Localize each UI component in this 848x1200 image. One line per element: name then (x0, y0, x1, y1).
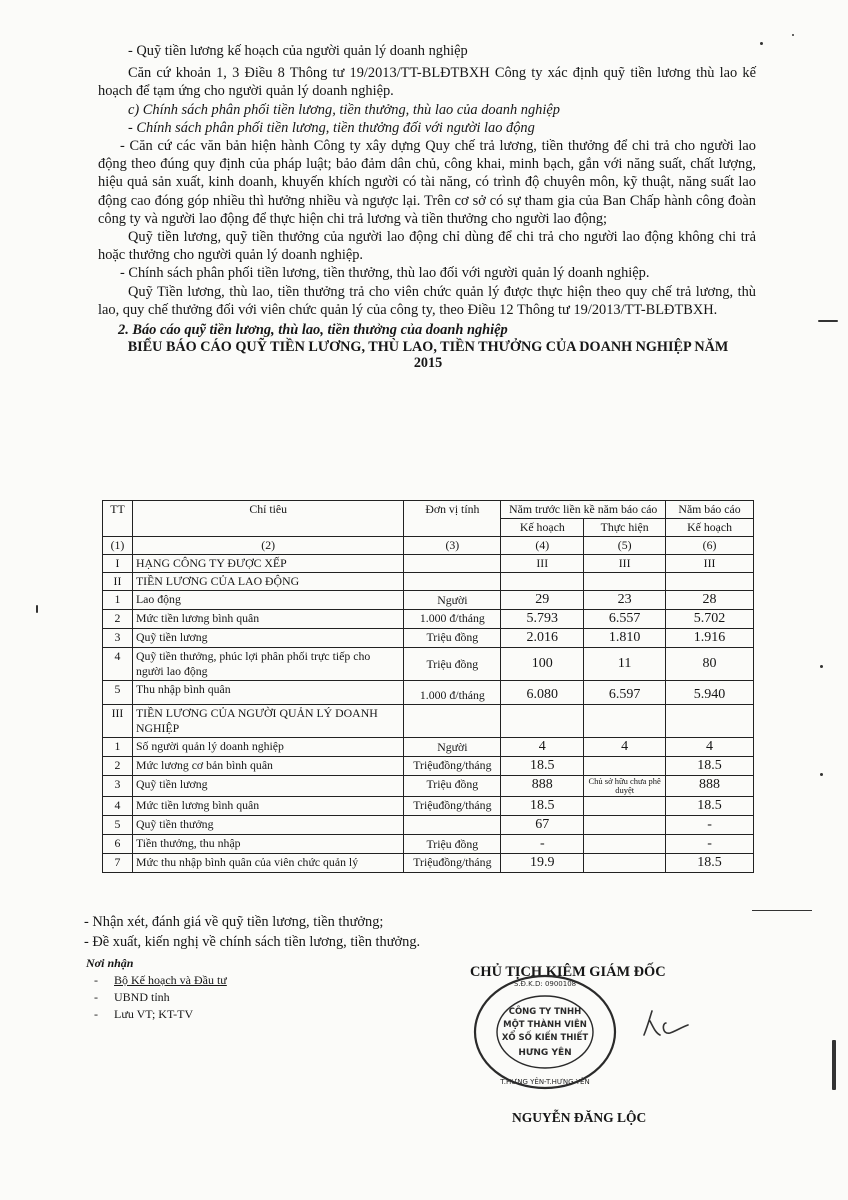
row-label: Mức lương cơ bản bình quân (132, 757, 403, 776)
row-report: 18.5 (666, 757, 754, 776)
row-report (666, 705, 754, 738)
row-label: TIỀN LƯƠNG CỦA LAO ĐỘNG (132, 573, 403, 591)
row-plan: 4 (501, 738, 584, 757)
row-tt: 7 (103, 854, 133, 873)
row-label: Quỹ tiền thưởng, phúc lợi phân phối trực tiếp cho người lao động (132, 648, 403, 681)
row-label: HẠNG CÔNG TY ĐƯỢC XẾP (132, 555, 403, 573)
scan-speck (820, 773, 823, 776)
row-actual: 1.810 (584, 629, 666, 648)
scan-speck (818, 320, 838, 322)
row-unit: 1.000 đ/tháng (404, 610, 501, 629)
row-actual (584, 816, 666, 835)
header-tt: TT (103, 501, 133, 537)
row-unit (404, 705, 501, 738)
row-unit: 1.000 đ/tháng (404, 681, 501, 705)
table-row (103, 629, 754, 648)
row-actual-note: Chủ sở hữu chưa phê duyệt (584, 776, 666, 797)
table-row (103, 854, 754, 873)
row-actual (584, 854, 666, 873)
scan-speck (760, 42, 763, 45)
row-plan: 29 (501, 591, 584, 610)
paragraph-6: Quỹ tiền lương, quỹ tiền thưởng của người lao động chỉ dùng để chi trả cho người lao động không chi trả hoặc thưởng cho người quản lý doanh nghiệp. (98, 229, 756, 264)
row-report: 1.916 (666, 629, 754, 648)
numbering-cell: (4) (501, 537, 584, 555)
row-plan: 19.9 (501, 854, 584, 873)
row-report: 80 (666, 648, 754, 681)
row-unit: Triệu đồng (404, 835, 501, 854)
header-plan: Kế hoạch (501, 519, 584, 537)
company-seal (470, 972, 620, 1092)
row-tt: 3 (103, 776, 133, 797)
row-label: Mức thu nhập bình quân của viên chức quản lý (132, 854, 403, 873)
row-label: Mức tiền lương bình quân (132, 610, 403, 629)
recipients-title: Nơi nhận (86, 956, 134, 970)
row-label: Số người quản lý doanh nghiệp (132, 738, 403, 757)
seal-line-3: XỔ SỐ KIẾN THIẾT (501, 1033, 589, 1043)
table-row (103, 648, 754, 681)
numbering-cell: (5) (584, 537, 666, 555)
row-plan: 67 (501, 816, 584, 835)
row-plan: 2.016 (501, 629, 584, 648)
row-report: III (666, 555, 754, 573)
header-plan-report: Kế hoạch (666, 519, 754, 537)
table-row (103, 776, 754, 797)
paragraph-8: Quỹ Tiền lương, thù lao, tiền thưởng trả cho viên chức quản lý được thực hiện theo quy chế trả lương, thù lao, quy chế thưởng đối với viên chức quản lý của công ty, theo Điều 12 Thông tư 19/2013/TT-BLĐTBXH. (98, 283, 756, 318)
table-row (103, 757, 754, 776)
recipient-dash: - (94, 990, 98, 1004)
numbering-cell: (6) (666, 537, 754, 555)
row-plan: 100 (501, 648, 584, 681)
row-plan (501, 705, 584, 738)
row-report: 28 (666, 591, 754, 610)
row-tt: 6 (103, 835, 133, 854)
row-tt: 1 (103, 738, 133, 757)
recipient-text: Lưu VT; KT-TV (114, 1007, 194, 1021)
scan-speck (752, 910, 812, 911)
paragraph-1: - Quỹ tiền lương kế hoạch của người quản lý doanh nghiệp (128, 43, 468, 59)
header-chi-tieu: Chỉ tiêu (132, 501, 403, 537)
row-plan: 18.5 (501, 797, 584, 816)
row-report: 5.702 (666, 610, 754, 629)
scan-speck (820, 665, 823, 668)
row-plan: 5.793 (501, 610, 584, 629)
row-tt: II (103, 573, 133, 591)
row-unit: Triệuđồng/tháng (404, 757, 501, 776)
row-label: Quỹ tiền thưởng (132, 816, 403, 835)
numbering-cell: (2) (132, 537, 403, 555)
table-row (103, 555, 754, 573)
numbering-cell: (1) (103, 537, 133, 555)
row-actual (584, 573, 666, 591)
numbering-cell: (3) (404, 537, 501, 555)
row-tt: 5 (103, 816, 133, 835)
row-plan: 6.080 (501, 681, 584, 705)
recipient-dash: - (94, 973, 98, 987)
row-label: Lao động (132, 591, 403, 610)
row-tt: 1 (103, 591, 133, 610)
row-actual (584, 797, 666, 816)
row-unit: Triệuđồng/tháng (404, 854, 501, 873)
row-label: Quỹ tiền lương (132, 776, 403, 797)
paragraph-4: - Chính sách phân phối tiền lương, tiền thưởng đối với người lao động (128, 119, 535, 136)
recipient-item (86, 972, 227, 989)
recipient-dash: - (94, 1007, 98, 1021)
table-row (103, 797, 754, 816)
row-tt: I (103, 555, 133, 573)
row-report: - (666, 816, 754, 835)
row-report: 18.5 (666, 854, 754, 873)
row-unit: Triệu đồng (404, 776, 501, 797)
row-actual (584, 705, 666, 738)
paragraph-2: Căn cứ khoản 1, 3 Điều 8 Thông tư 19/2013/TT-BLĐTBXH Công ty xác định quỹ tiền lương thù lao kế hoạch để tạm ứng cho người quản lý doanh nghiệp. (98, 65, 756, 100)
table-row (103, 738, 754, 757)
paragraph-5: - Căn cứ các văn bản hiện hành Công ty xây dựng Quy chế trả lương, tiền thưởng để chi trả cho người lao động theo đúng quy định của pháp luật; bảo đảm dân chủ, công khai, minh bạch, gắn với năng suất, chất lượng, hiệu quả sản xuất, kinh doanh, khuyến khích người có tài năng, có trình độ chuyên môn, kỹ thuật, năng suất lao động cao đóng góp nhiều thì hưởng nhiều và ngược lại. Trên cơ sở có sự tham gia của Ban Chấp hành công đoàn công ty và người lao động để thực hiện chi trả lương và tiền thưởng cho người lao động; (98, 138, 756, 227)
table-row (103, 591, 754, 610)
row-tt: 5 (103, 681, 133, 705)
row-plan: 888 (501, 776, 584, 797)
recipient-text: UBND tỉnh (114, 990, 170, 1004)
recipients-block (86, 955, 227, 1023)
row-actual: III (584, 555, 666, 573)
seal-line-2: MỘT THÀNH VIÊN (503, 1020, 587, 1030)
row-actual: 6.597 (584, 681, 666, 705)
table-row (103, 816, 754, 835)
header-report-year: Năm báo cáo (666, 501, 754, 519)
table-row (103, 705, 754, 738)
row-unit: Triệu đồng (404, 629, 501, 648)
closing-notes (84, 912, 420, 952)
signer-name: NGUYỄN ĐĂNG LỘC (512, 1110, 647, 1125)
report-title: BIỂU BÁO CÁO QUỸ TIỀN LƯƠNG, THÙ LAO, TIỀN THƯỞNG CỦA DOANH NGHIỆP NĂM 2015 (127, 339, 729, 372)
row-label: Thu nhập bình quân (132, 681, 403, 705)
row-unit: Người (404, 591, 501, 610)
row-tt: 2 (103, 757, 133, 776)
recipient-item (86, 1006, 227, 1023)
recipient-item (86, 989, 227, 1006)
table-row (103, 835, 754, 854)
row-label: Mức tiền lương bình quân (132, 797, 403, 816)
row-report (666, 573, 754, 591)
row-report: 4 (666, 738, 754, 757)
row-actual: 23 (584, 591, 666, 610)
row-unit (404, 573, 501, 591)
report-table (102, 500, 754, 873)
row-actual (584, 835, 666, 854)
row-report: 5.940 (666, 681, 754, 705)
row-plan: - (501, 835, 584, 854)
row-tt: III (103, 705, 133, 738)
row-unit: Triệuđồng/tháng (404, 797, 501, 816)
table-row (103, 610, 754, 629)
paragraph-3: c) Chính sách phân phối tiền lương, tiền thưởng, thù lao của doanh nghiệp (128, 101, 560, 118)
row-unit: Triệu đồng (404, 648, 501, 681)
row-tt: 4 (103, 648, 133, 681)
table-row (103, 573, 754, 591)
header-prev-year: Năm trước liền kề năm báo cáo (501, 501, 666, 519)
row-actual: 11 (584, 648, 666, 681)
seal-ring-top: S.Đ.K.D: 0900108 (513, 980, 577, 988)
row-label: Tiền thưởng, thu nhập (132, 835, 403, 854)
proposal-line: - Đề xuất, kiến nghị về chính sách tiền lương, tiền thưởng. (84, 934, 421, 950)
scan-speck (36, 605, 38, 613)
row-report: 888 (666, 776, 754, 797)
scan-speck (792, 34, 794, 36)
row-actual: 4 (584, 738, 666, 757)
row-tt: 3 (103, 629, 133, 648)
row-report: - (666, 835, 754, 854)
row-tt: 2 (103, 610, 133, 629)
header-don-vi: Đơn vị tính (404, 501, 501, 537)
section-heading: 2. Báo cáo quỹ tiền lương, thù lao, tiền thưởng của doanh nghiệp (118, 322, 508, 339)
row-tt: 4 (103, 797, 133, 816)
row-unit (404, 555, 501, 573)
comment-line: - Nhận xét, đánh giá về quỹ tiền lương, tiền thưởng; (84, 914, 384, 930)
row-label: TIỀN LƯƠNG CỦA NGƯỜI QUẢN LÝ DOANH NGHIỆP (132, 705, 403, 738)
row-unit: Người (404, 738, 501, 757)
document-body (0, 0, 848, 371)
seal-line-4: HƯNG YÊN (518, 1048, 572, 1058)
recipient-text: Bộ Kế hoạch và Đầu tư (114, 973, 227, 987)
seal-line-1: CÔNG TY TNHH (508, 1007, 582, 1017)
handwritten-signature (636, 1005, 696, 1045)
row-label: Quỹ tiền lương (132, 629, 403, 648)
row-plan: III (501, 555, 584, 573)
row-plan: 18.5 (501, 757, 584, 776)
row-unit (404, 816, 501, 835)
row-report: 18.5 (666, 797, 754, 816)
scan-speck (832, 1040, 836, 1090)
row-actual: 6.557 (584, 610, 666, 629)
table-row (103, 681, 754, 705)
row-actual (584, 757, 666, 776)
row-plan (501, 573, 584, 591)
seal-ring-bottom: T.HƯNG YÊN-T.HƯNG YÊN (500, 1078, 590, 1086)
signature-title: CHỦ TỊCH KIÊM GIÁM ĐỐC (470, 964, 666, 980)
header-actual: Thực hiện (584, 519, 666, 537)
paragraph-7: - Chính sách phân phối tiền lương, tiền thưởng, thù lao đối với người quản lý doanh nghiệp. (120, 265, 650, 282)
